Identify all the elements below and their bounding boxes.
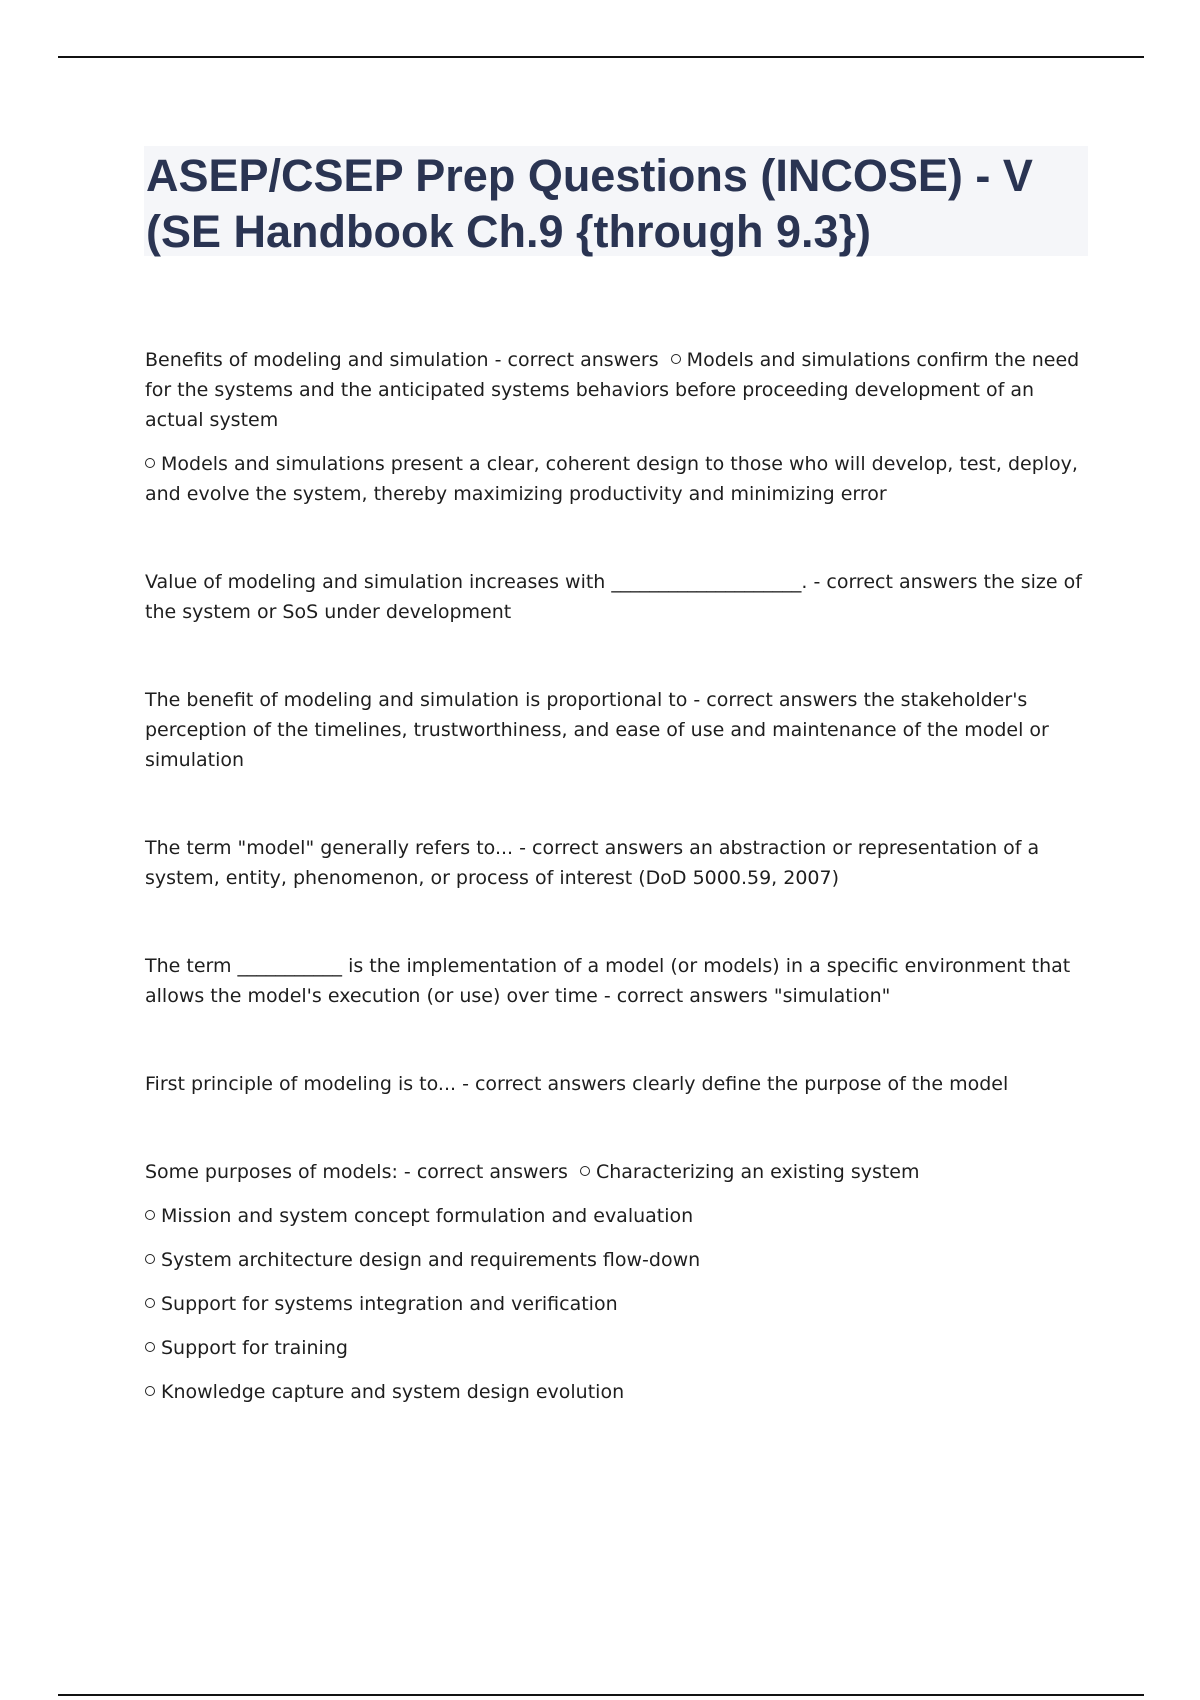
qa-item xyxy=(145,951,1090,1011)
bullet-circle-icon xyxy=(145,1210,155,1220)
qa-item xyxy=(145,567,1090,627)
answer-text: Models and simulations present a clear, coherent design to those who will develop, test, deploy, and evolve the system, thereby maximizing productivity and minimizing error xyxy=(145,453,1078,505)
bullet-circle-icon xyxy=(145,1342,155,1352)
qa-item xyxy=(145,1157,1090,1407)
bullet-circle-icon xyxy=(145,458,155,468)
bullet-circle-icon xyxy=(145,1386,155,1396)
answer-label: - correct answers xyxy=(494,349,659,371)
answer-text: the size of the system or SoS under development xyxy=(145,571,1082,623)
answer-label: - correct answers xyxy=(519,837,684,859)
bullet-circle-icon xyxy=(671,354,681,364)
answer-label: - correct answers xyxy=(462,1073,627,1095)
question-text: The term "model" generally refers to... xyxy=(145,837,514,859)
answer-text: System architecture design and requirements flow-down xyxy=(161,1249,701,1271)
question-text: Some purposes of models: xyxy=(145,1161,398,1183)
answer-text: Characterizing an existing system xyxy=(595,1161,920,1183)
qa-item xyxy=(145,833,1090,893)
answer-label: - correct answers xyxy=(603,985,768,1007)
answer-text: an abstraction or representation of a system, entity, phenomenon, or process of interest (DoD 5000.59, 2007) xyxy=(145,837,1040,889)
question-text: The term ___________ is the implementation of a model (or models) in a specific environment that allows the model's execution (or use) over time xyxy=(145,955,1071,1007)
answer-text: Support for systems integration and verification xyxy=(161,1293,618,1315)
bullet-circle-icon xyxy=(145,1298,155,1308)
question-text: The benefit of modeling and simulation is proportional to xyxy=(145,689,688,711)
question-text: First principle of modeling is to... xyxy=(145,1073,457,1095)
answer-label: - correct answers xyxy=(813,571,978,593)
answer-text: clearly define the purpose of the model xyxy=(632,1073,1009,1095)
question-text: Benefits of modeling and simulation xyxy=(145,349,489,371)
answer-label: - correct answers xyxy=(403,1161,568,1183)
bullet-circle-icon xyxy=(145,1254,155,1264)
answer-text: Knowledge capture and system design evolution xyxy=(161,1381,625,1403)
bullet-circle-icon xyxy=(580,1166,590,1176)
qa-item xyxy=(145,685,1090,775)
answer-text: Support for training xyxy=(161,1337,348,1359)
question-text: Value of modeling and simulation increases with ____________________. xyxy=(145,571,808,593)
top-rule xyxy=(58,56,1144,58)
answer-text: "simulation" xyxy=(773,985,891,1007)
qa-list xyxy=(145,345,1090,1407)
qa-item xyxy=(145,345,1090,509)
answer-text: Models and simulations confirm the need for the systems and the anticipated systems behaviors before proceeding development of an actual system xyxy=(145,349,1080,431)
bottom-rule xyxy=(58,1694,1144,1696)
document-title: ASEP/CSEP Prep Questions (INCOSE) - V (SE Handbook Ch.9 {through 9.3}) xyxy=(146,150,1033,257)
answer-label: - correct answers xyxy=(693,689,858,711)
qa-item xyxy=(145,1069,1090,1099)
answer-text: Mission and system concept formulation and evaluation xyxy=(161,1205,694,1227)
answer-text: the stakeholder's perception of the timelines, trustworthiness, and ease of use and maintenance of the model or simulation xyxy=(145,689,1049,771)
